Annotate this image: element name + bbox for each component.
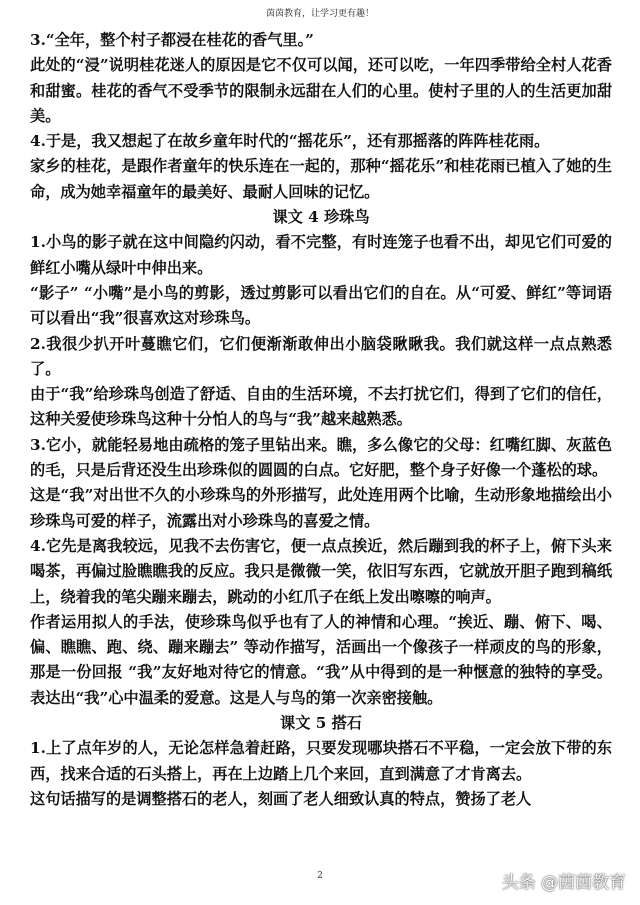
paragraph: 这是“我”对出世不久的小珍珠鸟的外形描写，此处连用两个比喻，生动形象地描绘出小珍珠鸟可爱的样子，流露出对小珍珠鸟的喜爱之情。 xyxy=(30,486,612,530)
page-number: 2 xyxy=(317,871,323,881)
paragraph: 2.我很少扒开叶蔓瞧它们，它们便渐渐敢伸出小脑袋瞅瞅我。我们就这样一点点熟悉了。 xyxy=(30,334,612,378)
paragraph: 1.上了点年岁的人，无论怎样急着赶路，只要发现哪块搭石不平稳，一定会放下带的东西，找来合适的石头搭上，再在上边踏上几个来回，直到满意了才肯离去。 xyxy=(30,739,612,783)
paragraph: 作者运用拟人的手法，使珍珠鸟似乎也有了人的神情和心理。“挨近、蹦、俯下、喝、偏、瞧瞧、跑、绕、蹦来蹦去” 等动作描写，活画出一个像孩子一样顽皮的鸟的形象，那是一份回报 “我”友好地对待它的情意。“我”从中得到的是一种惬意的独特的享受。表达出“我”心中温柔的爱意。这是人与鸟的第一次亲密接触。 xyxy=(30,612,612,707)
paragraph: 家乡的桂花，是跟作者童年的快乐连在一起的，那种“摇花乐”和桂花雨已植入了她的生命，成为她幸福童年的最美好、最耐人回味的记忆。 xyxy=(30,157,612,201)
paragraph: 3.“全年，整个村子都浸在桂花的香气里。” xyxy=(30,31,314,49)
paragraph: 此处的“浸”说明桂花迷人的原因是它不仅可以闻，还可以吃，一年四季带给全村人花香和甜蜜。桂花的香气不受季节的限制永远甜在人们的心里。使村子里的人的生活更加甜美。 xyxy=(30,56,612,125)
watermark: 头条 @茵茵教育 xyxy=(501,873,626,893)
lesson-5-title: 课文 5 搭石 xyxy=(280,714,362,733)
paragraph: 4.于是，我又想起了在故乡童年时代的“摇花乐”，还有那摇落的阵阵桂花雨。 xyxy=(30,132,550,151)
paragraph: 由于“我”给珍珠鸟创造了舒适、自由的生活环境，不去打扰它们，得到了它们的信任，这种关爱使珍珠鸟这种十分怕人的鸟与“我”越来越熟悉。 xyxy=(30,385,612,429)
paragraph: “影子” “小嘴”是小鸟的剪影，透过剪影可以看出它们的自在。从“可爱、鲜红”等词语可以看出“我”很喜欢这对珍珠鸟。 xyxy=(30,283,612,328)
page-header: 茵茵教育，让学习更有趣！ xyxy=(265,9,374,19)
paragraph: 这句话描写的是调整搭石的老人，刻画了老人细致认真的特点，赞扬了老人 xyxy=(30,789,532,808)
paragraph: 1.小鸟的影子就在这中间隐约闪动，看不完整，有时连笼子也看不出，却见它们可爱的鲜红小嘴从绿叶中伸出来。 xyxy=(30,233,612,277)
page-content xyxy=(30,28,612,812)
lesson-4-title: 课文 4 珍珠鸟 xyxy=(272,208,370,227)
paragraph: 4.它先是离我较远，见我不去伤害它，便一点点挨近，然后蹦到我的杯子上，俯下头来喝茶，再偏过脸瞧瞧我的反应。我只是微微一笑，依旧写东西，它就放开胆子跑到稿纸上，绕着我的笔尖蹦来蹦去，跳动的小红爪子在纸上发出嚓嚓的响声。 xyxy=(30,536,612,606)
paragraph: 3.它小，就能轻易地由疏格的笼子里钻出来。瞧，多么像它的父母：红嘴红脚、灰蓝色的毛，只是后背还没生出珍珠似的圆圆的白点。它好肥，整个身子好像一个蓬松的球。 xyxy=(30,435,612,480)
